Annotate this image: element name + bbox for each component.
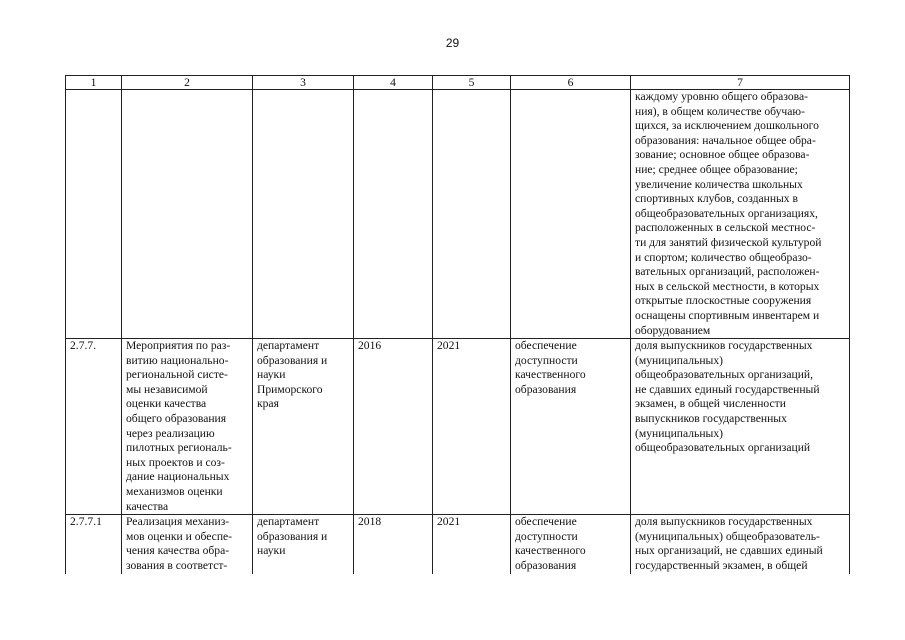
cell-empty — [511, 90, 631, 339]
column-header: 5 — [433, 76, 511, 90]
executor-line: образования и — [257, 529, 328, 543]
indicator-line: зование; основное общее образова- — [635, 148, 810, 162]
indicator-line: расположенных в сельской местнос- — [635, 221, 816, 235]
indicator-line: образования: начальное общее обра- — [635, 133, 816, 147]
executor-line: департамент — [257, 515, 320, 529]
result-cell — [511, 339, 631, 515]
column-header: 4 — [354, 76, 433, 90]
indicator-line: (муниципальных) — [635, 426, 723, 440]
activity-name-line: оценки качества — [126, 397, 207, 411]
column-header: 3 — [253, 76, 354, 90]
activity-name-line: ных проектов и соз- — [126, 455, 225, 469]
activity-name-line: витию национально- — [126, 353, 229, 367]
activity-name-line: общего образования — [126, 412, 227, 426]
end-year: 2021 — [433, 515, 511, 574]
indicator-line: ние; среднее общее образование; — [635, 162, 798, 176]
indicator-line: каждому уровню общего образова- — [635, 90, 808, 103]
executor-line: науки — [257, 544, 286, 558]
executor-cell — [253, 339, 354, 515]
indicator-line: (муниципальных) общеобразователь- — [635, 529, 820, 543]
indicator-line: ных организаций, не сдавших единый — [635, 544, 823, 558]
indicator-line: государственный экзамен, в общей — [635, 559, 808, 572]
result-line: качественного — [515, 368, 586, 382]
result-line: образования — [515, 382, 577, 396]
page-number: 29 — [445, 36, 460, 50]
activity-name-line: Мероприятия по раз- — [126, 339, 231, 353]
result-line: обеспечение — [515, 339, 577, 353]
executor-line: науки — [257, 368, 286, 382]
indicator-line: не сдавших единый государственный — [635, 382, 820, 396]
result-line: доступности — [515, 353, 578, 367]
start-year: 2018 — [354, 515, 433, 574]
cell-empty — [253, 90, 354, 339]
executor-line: образования и — [257, 353, 328, 367]
item-number: 2.7.7. — [66, 339, 122, 515]
indicator-line: спортивных клубов, созданных в — [635, 192, 798, 206]
column-header: 1 — [66, 76, 122, 90]
result-cell — [511, 515, 631, 574]
start-year: 2016 — [354, 339, 433, 515]
activity-name-line: зования в соответст- — [126, 559, 228, 572]
activity-name-cell — [122, 515, 253, 574]
cell-empty — [433, 90, 511, 339]
indicator-line: щихся, за исключением дошкольного — [635, 119, 819, 133]
indicator-line: ных в сельской местности, в которых — [635, 279, 820, 293]
activity-name-line: качества — [126, 499, 169, 513]
activity-name-line: мов оценки и обеспе- — [126, 529, 233, 543]
program-table — [65, 75, 850, 574]
result-line: обеспечение — [515, 515, 577, 529]
item-number: 2.7.7.1 — [66, 515, 122, 574]
indicator-line: и спортом; количество общеобразо- — [635, 250, 812, 264]
indicator-line: оборудованием — [635, 323, 711, 337]
column-header: 6 — [511, 76, 631, 90]
column-header: 7 — [631, 76, 850, 90]
indicator-line: (муниципальных) — [635, 353, 723, 367]
table-row — [66, 339, 850, 515]
indicator-line: выпускников государственных — [635, 412, 787, 426]
indicator-line: ти для занятий физической культурой — [635, 235, 822, 249]
indicator-line: общеобразовательных организаций, — [635, 368, 813, 382]
column-header-row — [66, 76, 850, 90]
cell-empty — [66, 90, 122, 339]
table-row — [66, 515, 850, 574]
activity-name-line: Реализация механиз- — [126, 515, 230, 529]
activity-name-line: через реализацию — [126, 426, 215, 440]
indicator-cell — [631, 90, 850, 339]
indicator-cell — [631, 339, 850, 515]
activity-name-line: региональной систе- — [126, 368, 228, 382]
executor-line: Приморского — [257, 382, 323, 396]
end-year: 2021 — [433, 339, 511, 515]
result-line: доступности — [515, 529, 578, 543]
executor-cell — [253, 515, 354, 574]
indicator-line: общеобразовательных организаций — [635, 441, 811, 455]
indicator-line: вательных организаций, расположен- — [635, 265, 820, 279]
executor-line: департамент — [257, 339, 320, 353]
activity-name-cell — [122, 339, 253, 515]
activity-name-line: чения качества обра- — [126, 544, 230, 558]
executor-line: края — [257, 397, 279, 411]
cell-empty — [122, 90, 253, 339]
indicator-cell — [631, 515, 850, 574]
activity-name-line: мы независимой — [126, 382, 208, 396]
cell-empty — [354, 90, 433, 339]
column-header: 2 — [122, 76, 253, 90]
result-line: качественного — [515, 544, 586, 558]
activity-name-line: пилотных региональ- — [126, 441, 232, 455]
indicator-line: доля выпускников государственных — [635, 515, 813, 529]
indicator-line: увеличение количества школьных — [635, 177, 803, 191]
continuation-row — [66, 90, 850, 339]
indicator-line: доля выпускников государственных — [635, 339, 813, 353]
activity-name-line: дание национальных — [126, 470, 230, 484]
indicator-line: общеобразовательных организациях, — [635, 206, 818, 220]
indicator-line: ния), в общем количестве обучаю- — [635, 104, 805, 118]
activity-name-line: механизмов оценки — [126, 485, 223, 499]
result-line: образования — [515, 559, 577, 572]
indicator-line: открытые плоскостные сооружения — [635, 294, 812, 308]
indicator-line: оснащены спортивным инвентарем и — [635, 308, 820, 322]
indicator-line: экзамен, в общей численности — [635, 397, 786, 411]
